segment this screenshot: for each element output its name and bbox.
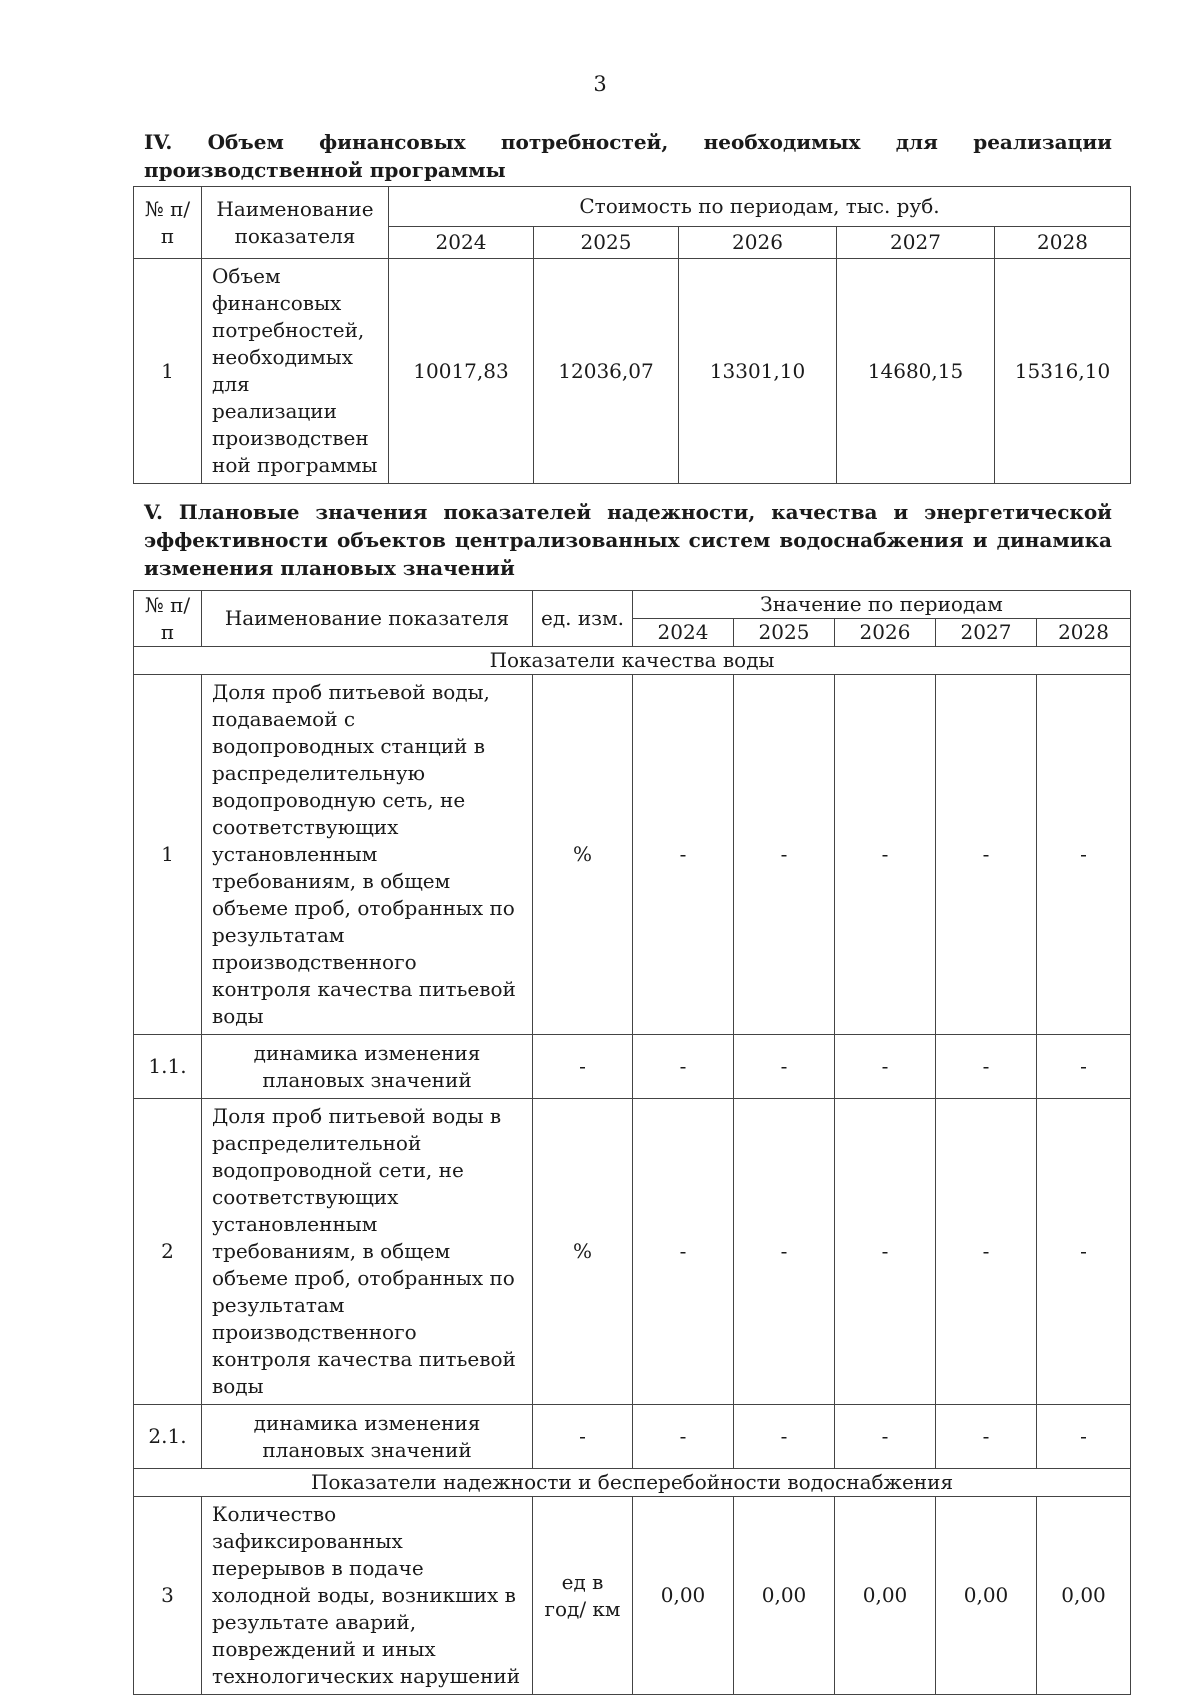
value-cell: 13301,10 — [679, 259, 837, 484]
table-row — [134, 259, 1131, 484]
row-unit: - — [533, 1035, 633, 1099]
row-num: 1.1. — [134, 1035, 202, 1099]
row-unit: % — [533, 1099, 633, 1405]
value-cell: - — [936, 675, 1037, 1035]
value-cell: - — [734, 1099, 835, 1405]
table-row — [134, 1035, 1131, 1099]
table-row — [134, 1099, 1131, 1405]
value-cell: - — [1037, 675, 1131, 1035]
value-cell: - — [835, 675, 936, 1035]
row-unit: ед в год/ км — [533, 1497, 633, 1695]
value-cell: - — [633, 675, 734, 1035]
value-cell: 0,00 — [633, 1497, 734, 1695]
value-cell: - — [835, 1405, 936, 1469]
value-cell: - — [633, 1099, 734, 1405]
value-cell: 14680,15 — [837, 259, 995, 484]
value-cell: 0,00 — [1037, 1497, 1131, 1695]
financial-needs-table — [133, 186, 1131, 484]
value-cell: - — [835, 1035, 936, 1099]
value-cell: 10017,83 — [389, 259, 534, 484]
row-num: 1 — [134, 259, 202, 484]
year-cell: 2028 — [1037, 619, 1131, 647]
header-name: Наименование показателя — [202, 591, 533, 647]
year-cell: 2028 — [995, 227, 1131, 259]
row-name: Доля проб питьевой воды, подаваемой с водопроводных станций в распределительную водопроводную сеть, не соответствующих установленным требованиям, в общем объеме проб, отобранных по результатам производственного контроля качества питьевой воды — [202, 675, 533, 1035]
row-name: динамика изменения плановых значений — [202, 1035, 533, 1099]
group-title: Показатели качества воды — [134, 647, 1131, 675]
header-num: № п/п — [134, 591, 202, 647]
value-cell: - — [936, 1405, 1037, 1469]
table-row — [134, 675, 1131, 1035]
row-num: 2 — [134, 1099, 202, 1405]
year-cell: 2024 — [633, 619, 734, 647]
value-cell: - — [1037, 1405, 1131, 1469]
value-cell: - — [734, 1405, 835, 1469]
value-cell: - — [1037, 1035, 1131, 1099]
row-name: Доля проб питьевой воды в распределительной водопроводной сети, не соответствующих установленным требованиям, в общем объеме проб, отобранных по результатам производственного контроля качества питьевой воды — [202, 1099, 533, 1405]
year-cell: 2026 — [679, 227, 837, 259]
value-cell: 15316,10 — [995, 259, 1131, 484]
value-cell: - — [734, 675, 835, 1035]
header-values: Значение по периодам — [633, 591, 1131, 619]
group-row — [134, 647, 1131, 675]
row-name: Количество зафиксированных перерывов в подаче холодной воды, возникших в результате аварий, повреждений и иных технологических нарушений — [202, 1497, 533, 1695]
reliability-indicators-table — [133, 590, 1131, 1695]
section-v-title: V. Плановые значения показателей надежности, качества и энергетической эффективности объектов централизованных систем водоснабжения и динамика изменения плановых значений — [144, 500, 1112, 580]
year-cell: 2024 — [389, 227, 534, 259]
value-cell: - — [633, 1405, 734, 1469]
year-cell: 2027 — [936, 619, 1037, 647]
value-cell: 12036,07 — [534, 259, 679, 484]
year-cell: 2025 — [734, 619, 835, 647]
header-num: № п/п — [134, 187, 202, 259]
value-cell: - — [1037, 1099, 1131, 1405]
group-title: Показатели надежности и бесперебойности водоснабжения — [134, 1469, 1131, 1497]
row-num: 2.1. — [134, 1405, 202, 1469]
value-cell: 0,00 — [936, 1497, 1037, 1695]
table-row — [134, 1497, 1131, 1695]
year-cell: 2025 — [534, 227, 679, 259]
row-unit: - — [533, 1405, 633, 1469]
year-cell: 2026 — [835, 619, 936, 647]
value-cell: - — [936, 1099, 1037, 1405]
value-cell: 0,00 — [734, 1497, 835, 1695]
row-name: динамика изменения плановых значений — [202, 1405, 533, 1469]
row-num: 1 — [134, 675, 202, 1035]
row-name: Объем финансовых потребностей, необходимых для реализации производствен ной программы — [202, 259, 389, 484]
value-cell: - — [835, 1099, 936, 1405]
year-cell: 2027 — [837, 227, 995, 259]
section-iv-title: IV. Объем финансовых потребностей, необходимых для реализации производственной программы — [144, 130, 1112, 182]
page-number: 3 — [593, 72, 607, 96]
value-cell: - — [936, 1035, 1037, 1099]
header-unit: ед. изм. — [533, 591, 633, 647]
group-row — [134, 1469, 1131, 1497]
row-unit: % — [533, 675, 633, 1035]
header-name: Наименование показателя — [202, 187, 389, 259]
row-num: 3 — [134, 1497, 202, 1695]
value-cell: 0,00 — [835, 1497, 936, 1695]
header-cost: Стоимость по периодам, тыс. руб. — [389, 187, 1131, 227]
value-cell: - — [633, 1035, 734, 1099]
value-cell: - — [734, 1035, 835, 1099]
table-row — [134, 1405, 1131, 1469]
